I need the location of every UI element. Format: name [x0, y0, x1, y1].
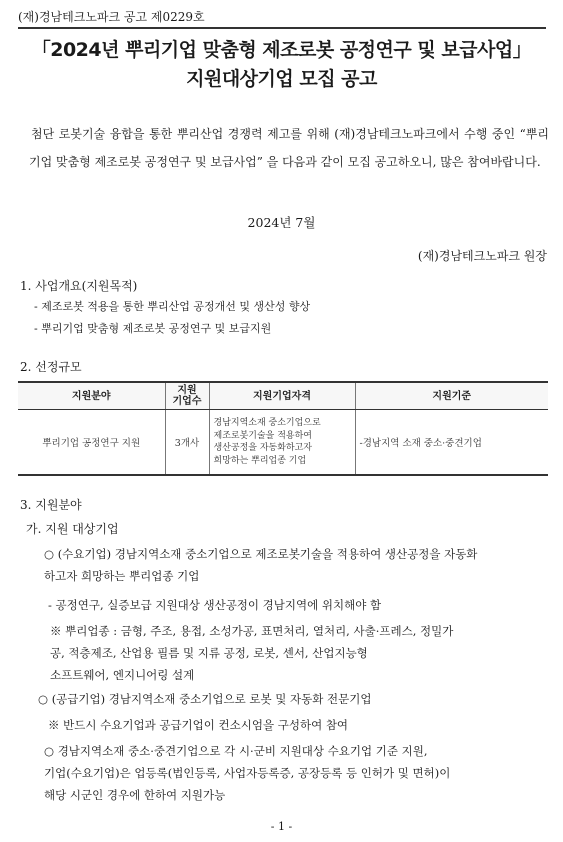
notice-number: (재)경남테크노파크 공고 제0229호 [18, 10, 205, 24]
list-item: ※ 뿌리업종 : 금형, 주조, 용접, 소성가공, 표면처리, 열처리, 사출·프레스, 정밀가 공, 적층제조, 산업용 필름 및 지류 공정, 로봇, 센서, 산업지능형 소프트웨어, 엔지니어링 설계 [50, 624, 454, 682]
table-cell-criteria: -경남지역 소재 중소·중견기업 [355, 410, 548, 476]
issuer: (재)경남테크노파크 원장 [417, 249, 547, 263]
table-header-cell: 지원기준 [355, 382, 548, 410]
table-header-cell: 지원 기업수 [165, 382, 209, 410]
list-item: ○ (수요기업) 경남지역소재 중소기업으로 제조로봇기술을 적용하여 생산공정을 자동화 하고자 희망하는 뿌리업종 기업 [44, 547, 478, 583]
table-header-cell: 지원기업자격 [209, 382, 355, 410]
announcement-date: 2024년 7월 [247, 215, 316, 230]
list-item: ○ (공급기업) 경남지역소재 중소기업으로 로봇 및 자동화 전문기업 [38, 692, 372, 706]
table-cell-field: 뿌리기업 공정연구 지원 [18, 410, 165, 476]
title-line-1: 「2024년 뿌리기업 맞춤형 제조로봇 공정연구 및 보급사업」 [31, 39, 532, 61]
section-1-bullet: - 뿌리기업 맞춤형 제조로봇 공정연구 및 보급지원 [34, 322, 272, 335]
list-item: ○ 경남지역소재 중소·중견기업으로 각 시·군비 지원대상 수요기업 기준 지원, 기업(수요기업)은 업등록(법인등록, 사업자등록증, 공장등록 등 인허가 및 면허)이 해당 시군인 경우에 한하여 지원가능 [44, 744, 451, 802]
list-item: ※ 반드시 수요기업과 공급기업이 컨소시엄을 구성하여 참여 [48, 718, 349, 732]
selection-table [18, 381, 548, 476]
section-2-heading: 2. 선정규모 [20, 360, 82, 374]
section-3-subheading: 가. 지원 대상기업 [26, 522, 119, 536]
table-header-row [18, 382, 548, 410]
section-1-bullet: - 제조로봇 적용을 통한 뿌리산업 공정개선 및 생산성 향상 [34, 300, 311, 313]
section-1-heading: 1. 사업개요(지원목적) [20, 279, 138, 293]
list-item: - 공정연구, 실증보급 지원대상 생산공정이 경남지역에 위치해야 함 [48, 598, 382, 612]
title-line-2: 지원대상기업 모집 공고 [186, 68, 377, 90]
table-row [18, 410, 548, 476]
table-cell-qualification: 경남지역소재 중소기업으로 제조로봇기술을 적용하여 생산공정을 자동화하고자 희망하는 뿌리업종 기업 [209, 410, 355, 476]
top-divider [18, 27, 546, 29]
intro-paragraph: 첨단 로봇기술 융합을 통한 뿌리산업 경쟁력 제고를 위해 (재)경남테크노파크에서 수행 중인 “뿌리기업 맞춤형 제조로봇 공정연구 및 보급사업” 을 다음과 같이 모집 공고하오니, 많은 참여바랍니다. [29, 127, 549, 169]
table-cell-count: 3개사 [165, 410, 209, 476]
section-3-heading: 3. 지원분야 [20, 498, 82, 512]
page-number: - 1 - [270, 820, 293, 833]
table-header-cell: 지원분야 [18, 382, 165, 410]
